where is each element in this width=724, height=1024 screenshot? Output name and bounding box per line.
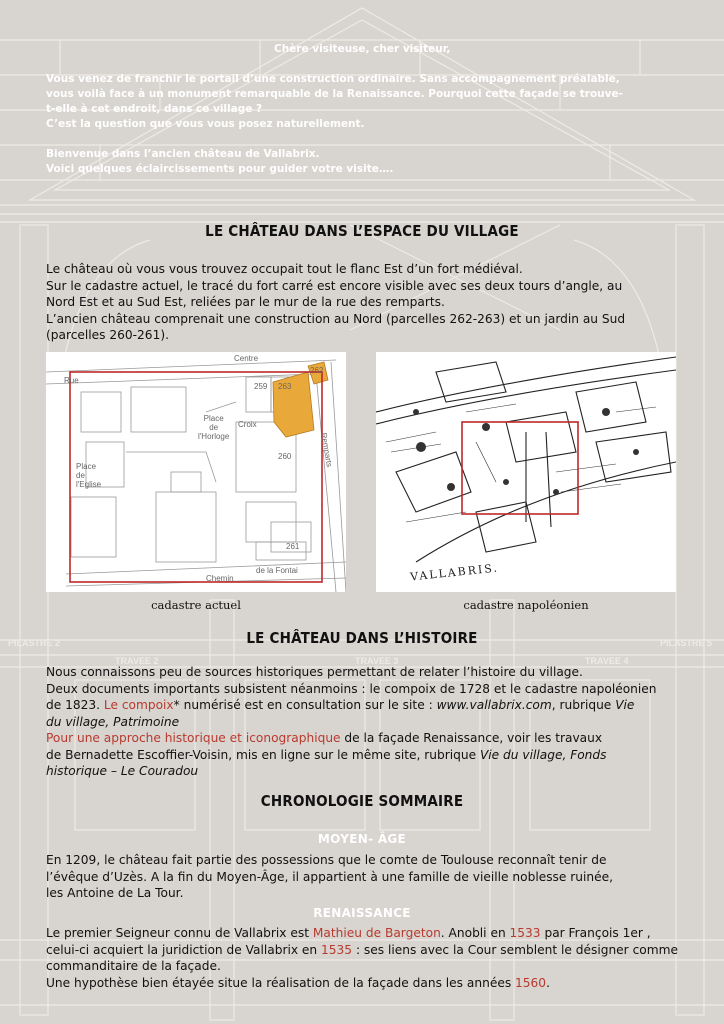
section-title-histoire: LE CHÂTEAU DANS L’HISTOIRE [246, 629, 478, 647]
travee-3-label: TRAVEE 3 [355, 656, 399, 666]
text-line: de Bernadette Escoffier-Voisin, mis en ligne sur le même site, rubrique Vie du village, Fonds [46, 747, 607, 762]
approche-historique-link[interactable]: Pour une approche historique et iconographique [46, 731, 341, 745]
text-line: Une hypothèse bien étayée situe la réalisation de la façade dans les années 1560. [46, 975, 550, 990]
text-line: Sur le cadastre actuel, le tracé du fort carré est encore visible avec ses deux tours d’angle, au [46, 278, 623, 293]
caption-cadastre-actuel: cadastre actuel [151, 598, 241, 612]
caption-cadastre-napoleonien: cadastre napoléonien [463, 598, 589, 612]
text-line: En 1209, le château fait partie des possessions que le comte de Toulouse reconnaît tenir de [46, 853, 607, 867]
text-line: L’ancien château comprenait une construction au Nord (parcelles 262-263) et un jardin au Sud [46, 311, 626, 326]
intro-line: C’est la question que vous vous posez naturellement. [46, 118, 365, 130]
intro-line: Vous venez de franchir le portail d’une construction ordinaire. Sans accompagnement préalable, [46, 73, 620, 85]
map-label-rue: Rue [64, 376, 79, 385]
map-label-vallabris: VALLABRIS. [409, 561, 500, 584]
text-line: Le premier Seigneur connu de Vallabrix est Mathieu de Bargeton. Anobli en 1533 par François 1er , [46, 926, 651, 940]
map-label-chemin: Chemin [206, 574, 234, 583]
section-title-village: LE CHÂTEAU DANS L’ESPACE DU VILLAGE [205, 222, 519, 240]
text-line: Deux documents importants subsistent néanmoins : le compoix de 1728 et le cadastre napoléonien [46, 681, 657, 696]
map-label-263: 263 [278, 382, 292, 391]
subtitle-renaissance: RENAISSANCE [313, 906, 411, 920]
map-label-place-eglise: Place de l'Eglise [76, 462, 102, 489]
intro-line: Bienvenue dans l’ancien château de Vallabrix. [46, 148, 320, 160]
site-url: www.vallabrix.com [436, 698, 552, 712]
map-label-place-horloge: Place de l'Horloge [198, 414, 230, 441]
text-line: de 1823. Le compoix* numérisé est en consultation sur le site : www.vallabrix.com, rubrique Vie [46, 698, 635, 712]
pilastre-2-label: PILASTRE 2 [8, 638, 61, 648]
text-line: (parcelles 260-261). [46, 328, 169, 342]
section-village-text [46, 261, 682, 344]
moyen-age-text [46, 852, 682, 902]
text-line: historique – Le Couradou [46, 764, 199, 778]
map-label-260: 260 [278, 452, 292, 461]
map-label-261: 261 [286, 542, 300, 551]
section-histoire-text [46, 664, 682, 780]
map-label-262: 262 [310, 366, 324, 375]
map-label-fontaine: de la Fontai [256, 566, 298, 575]
map-label-259: 259 [254, 382, 268, 391]
subtitle-moyen-age: MOYEN- ÂGE [317, 832, 407, 846]
cadastre-napoleonien-map [376, 352, 676, 592]
map-label-remparts: Remparts [319, 432, 335, 468]
text-line: commanditaire de la façade. [46, 959, 221, 973]
compoix-link[interactable]: Le compoix [103, 698, 174, 712]
travee-2-label: TRAVEE 2 [115, 656, 159, 666]
text-line: celui-ci acquiert la juridiction de Vallabrix en 1535 : ses liens avec la Cour semblent le désigner comme [46, 942, 678, 957]
intro-line: Voici quelques éclaircissements pour guider votre visite…. [46, 163, 394, 175]
text-line: les Antoine de La Tour. [46, 886, 184, 900]
map-label-centre: Centre [234, 354, 259, 363]
map-label-croix: Croix [238, 420, 257, 429]
travee-4-label: TRAVEE 4 [585, 656, 629, 666]
pilastre-5-label: PILASTRE 5 [660, 638, 713, 648]
text-line: Pour une approche historique et iconographique de la façade Renaissance, voir les travaux [46, 731, 603, 745]
section-title-chronologie: CHRONOLOGIE SOMMAIRE [260, 792, 464, 810]
text-line: Nous connaissons peu de sources historiques permettant de relater l’histoire du village. [46, 665, 583, 679]
text-line: Nord Est et au Sud Est, reliées par le mur de la rue des remparts. [46, 295, 445, 309]
greeting: Chère visiteuse, cher visiteur, [274, 43, 451, 55]
text-line: Le château où vous vous trouvez occupait tout le flanc Est d’un fort médiéval. [46, 262, 523, 276]
text-line: du village, Patrimoine [46, 714, 180, 729]
text-line: l’évêque d’Uzès. A la fin du Moyen-Âge, il appartient à une famille de vieille noblesse ruinée, [46, 869, 613, 884]
intro-line: t-elle à cet endroit, dans ce village ? [46, 103, 263, 115]
renaissance-text [46, 925, 682, 991]
intro-line: vous voilà face à un monument remarquable de la Renaissance. Pourquoi cette façade se trouve- [46, 88, 623, 100]
cadastre-actuel-map [46, 352, 346, 592]
intro-block [46, 42, 686, 177]
